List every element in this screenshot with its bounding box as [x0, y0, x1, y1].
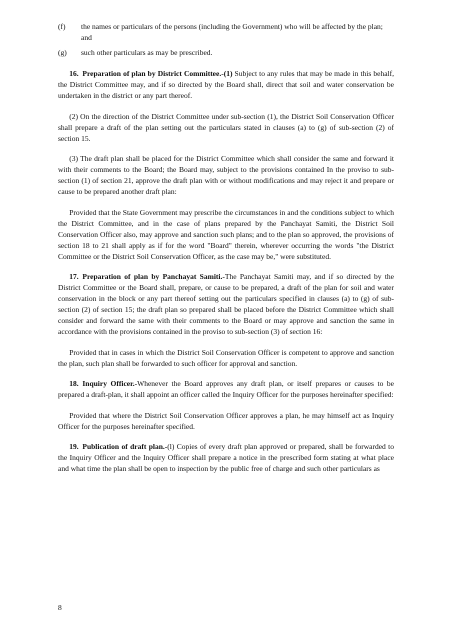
clause-label: (g)	[58, 48, 67, 57]
paragraph-text: (3) The draft plan shall be placed for the District Committee which shall consider the same and forward it with their comments to the Board; the Board may, subject to the provisions contained In the proviso to sub-section (1) of section 21, approve the draft plan with or without modifications and may reject it and prepare or cause to be prepared another draft plan:	[58, 154, 394, 196]
clause-label: (f)	[58, 22, 66, 31]
section-heading: Preparation of plan by District Committee.-(1)	[82, 69, 233, 78]
section-18-proviso	[58, 410, 394, 432]
section-19	[58, 441, 394, 474]
section-text: Whenever the Board approves any draft plan, or itself prepares or causes to be prepared a draft-plan, it shall appoint an officer called the Inquiry Officer for the purposes hereinafter specified:	[58, 379, 394, 399]
paragraph-text: Provided that in cases in which the District Soil Conservation Officer is competent to approve and sanction the plan, such plan shall be forwarded to such officer for approval and sanction.	[58, 347, 394, 368]
section-text: Subject to any rules that may be made in this behalf, the District Committee may, and if so directed by the Board shall, direct that soil and water conservation be undertaken in the district or any part thereof.	[58, 69, 394, 100]
clause-g	[58, 47, 394, 58]
section-number: 19.	[69, 442, 79, 451]
section-16	[58, 68, 394, 101]
section-number: 16.	[69, 69, 79, 78]
paragraph-text: Provided that the State Government may prescribe the circumstances in and the conditions subject to which the District Committee, and in the case of plans prepared by the Panchayat Samiti, the District Soil Conservation Officer also, may approve and sanction such plans; and to the plan so approved, the provisions of section 18 to 21 shall apply as if for the word "Board" therein, wherever occurring the words "the District Committee or the District Soil Conservation Officer, as the case may be," were substituted.	[58, 207, 394, 261]
section-17	[58, 271, 394, 337]
section-number: 17.	[69, 272, 79, 281]
section-number: 18.	[69, 379, 79, 388]
section-text: (l) Copies of every draft plan approved or prepared, shall be forwarded to the Inquiry Officer and the Inquiry Officer shall prepare a notice in the prescribed form stating at what place and what time the plan shall be open to inspection by the public free of charge and such other particulars as	[58, 442, 394, 473]
section-heading: Publication of draft plan.-	[82, 442, 168, 451]
paragraph-text: Provided that where the District Soil Conservation Officer approves a plan, he may himself act as Inquiry Officer for the purposes hereinafter specified.	[58, 410, 394, 431]
clause-text: the names or particulars of the persons (including the Government) who will be affected by the plan; and	[81, 22, 383, 42]
section-heading: Preparation of plan by Panchayat Samiti.-	[82, 272, 225, 281]
section-heading: Inquiry Officer.-	[82, 379, 138, 388]
clause-f	[58, 21, 394, 43]
section-16-3	[58, 153, 394, 197]
clause-text: such other particulars as may be prescribed.	[81, 48, 213, 57]
section-text: The Panchayat Samiti may, and if so directed by the District Committee or the Board shall, prepare, or cause to be prepared, a draft of the plan for soil and water conservation in the block or any part thereof setting out the particulars specified in clauses (a) to (g) of sub-section (2) of section 15; the draft plan so prepared shall be placed before the District Committee which shall consider and forward the same with their comments to the Board or may approve and sanction the same in accordance with the provisions contained in the proviso to sub-section (3) of section 16:	[58, 272, 394, 336]
section-16-2	[58, 111, 394, 144]
page-body	[58, 21, 394, 484]
paragraph-text: (2) On the direction of the District Committee under sub-section (1), the District Soil Conservation Officer shall prepare a draft of the plan setting out the particulars stated in clauses (a) to (g) of sub-section (2) of section 15.	[58, 111, 394, 143]
section-17-proviso	[58, 347, 394, 369]
section-18	[58, 378, 394, 400]
section-16-proviso	[58, 207, 394, 262]
page-number: 8	[58, 603, 62, 612]
